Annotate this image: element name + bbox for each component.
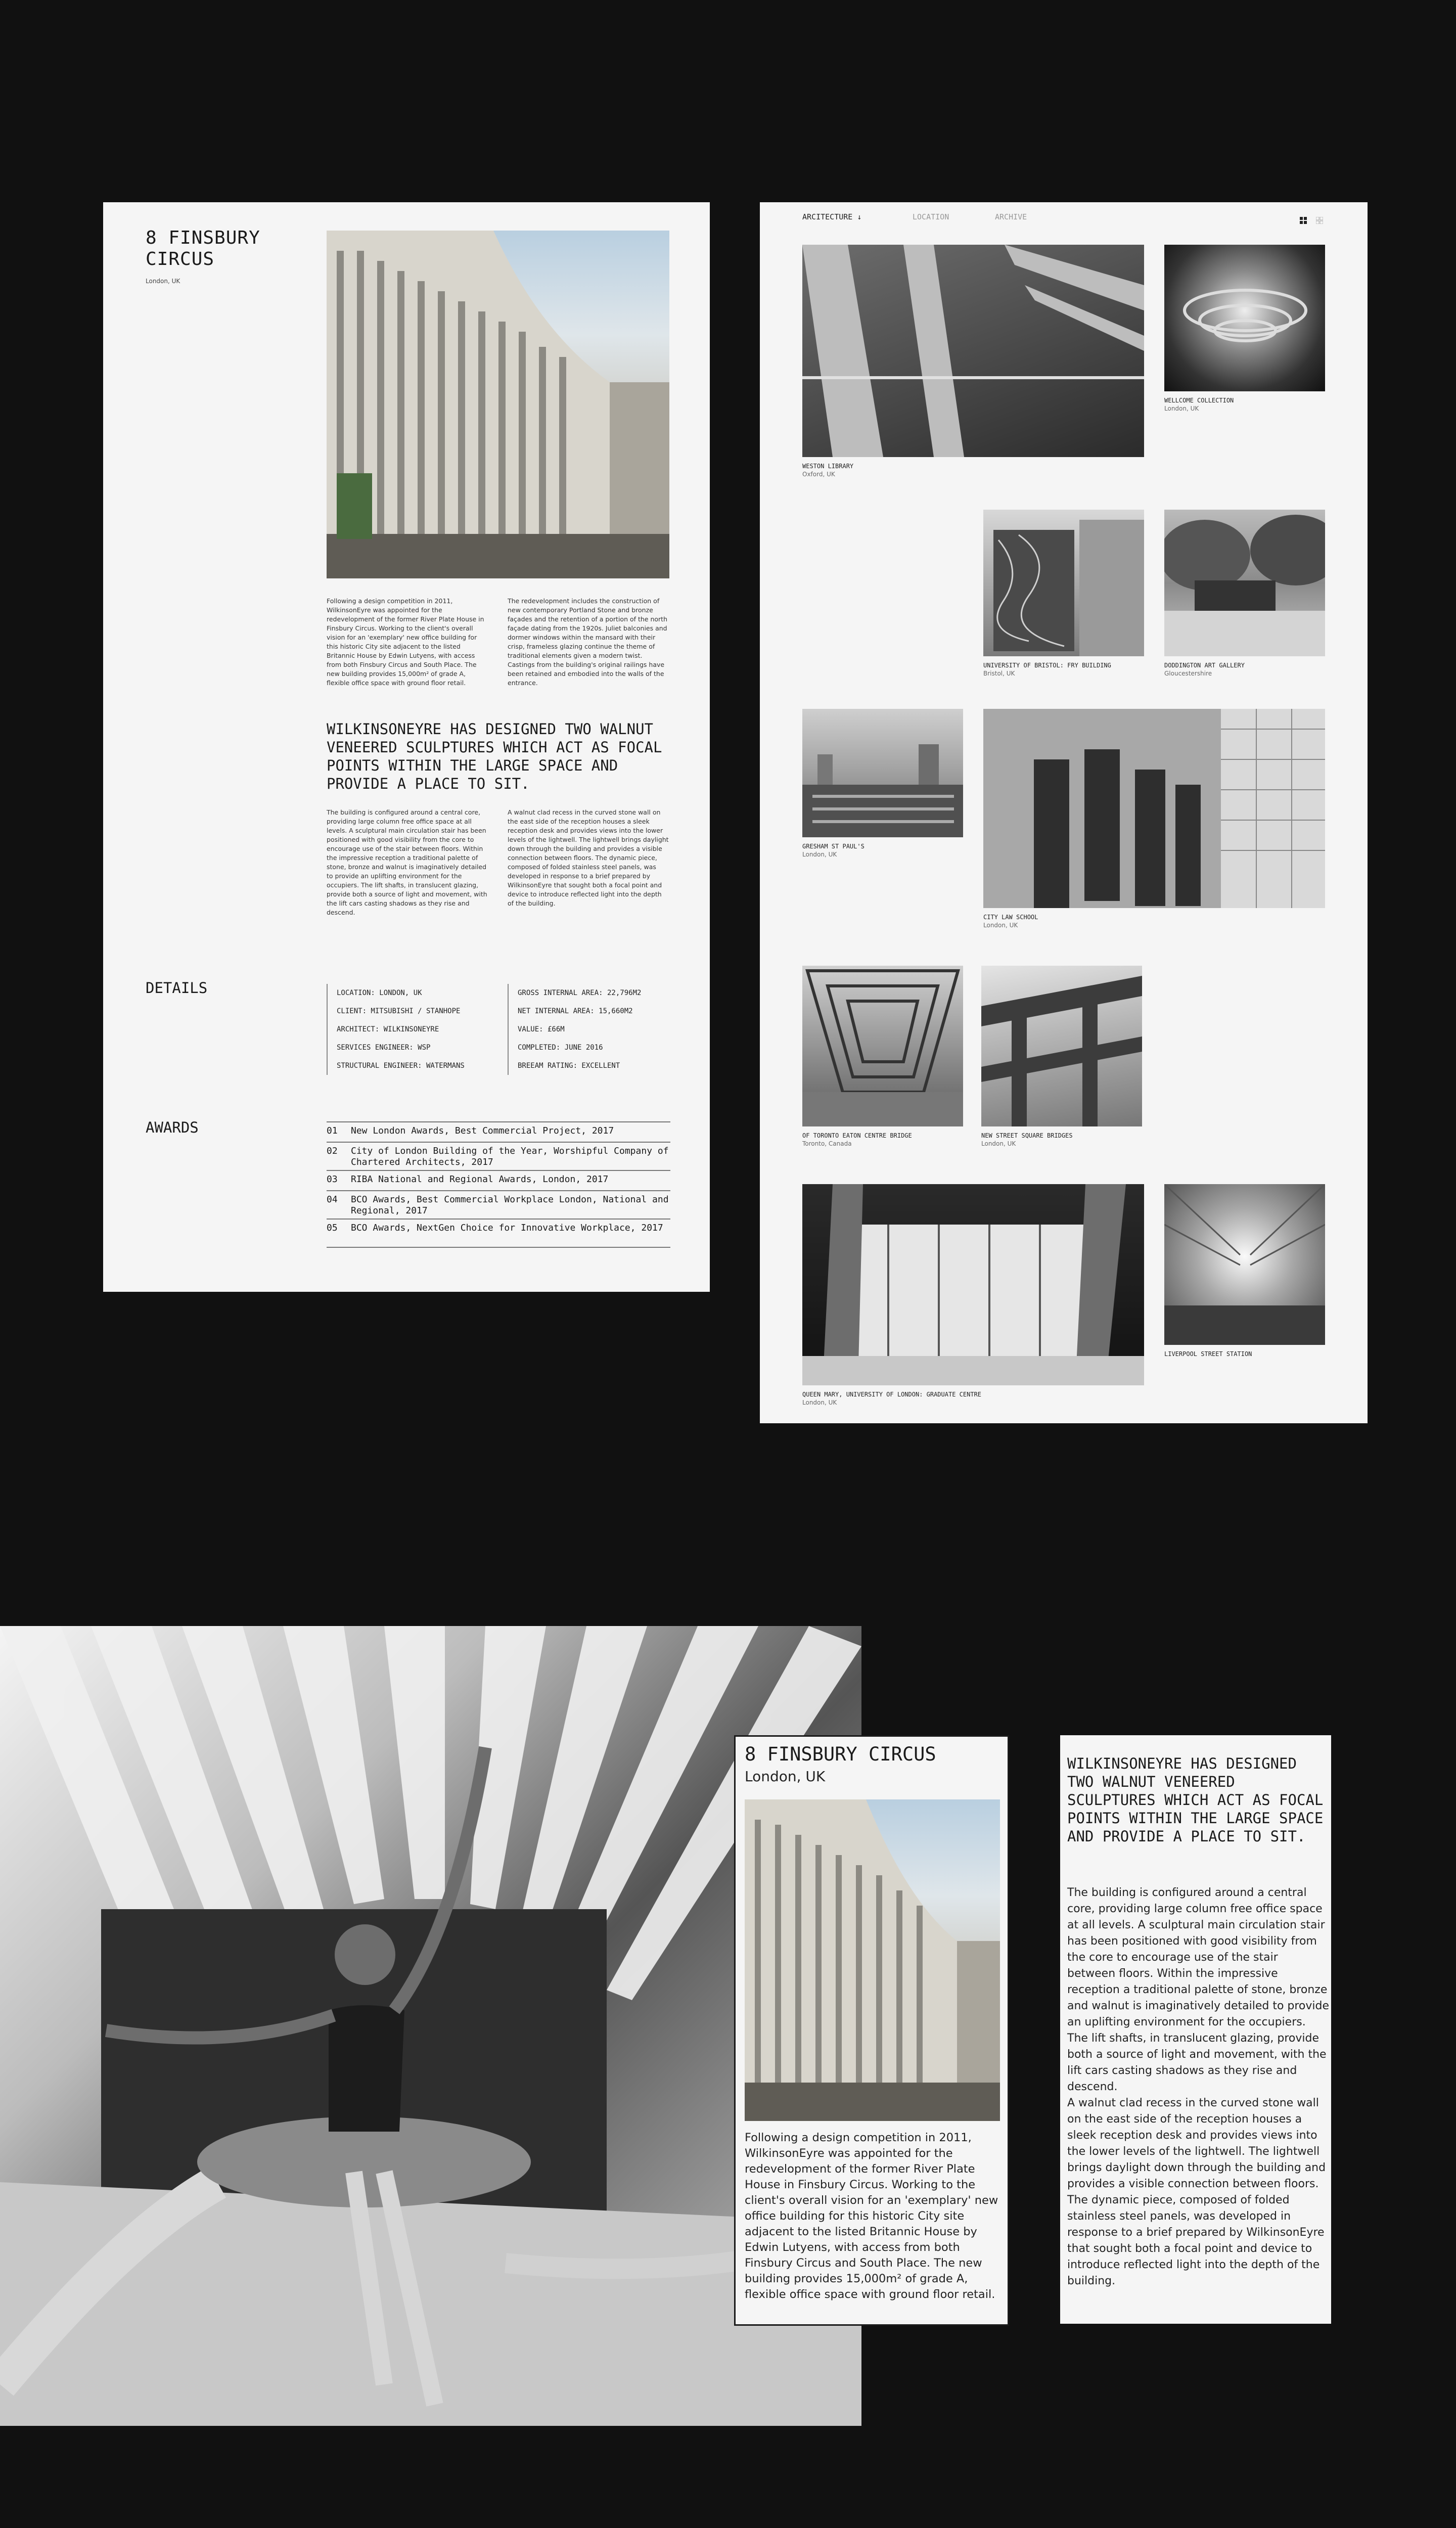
awards-list bbox=[327, 1121, 670, 1283]
award-text: BCO Awards, Best Commercial Workplace London, National and Regional, 2017 bbox=[351, 1194, 669, 1216]
project-thumb-toronto[interactable] bbox=[802, 966, 963, 1126]
mobile-title: 8 FINSBURY CIRCUS bbox=[745, 1743, 936, 1765]
project-location: Bristol, UK bbox=[983, 670, 1015, 677]
award-number: 05 bbox=[327, 1223, 338, 1233]
project-caption[interactable] bbox=[802, 462, 853, 478]
project-name: GRESHAM ST PAUL'S bbox=[802, 843, 864, 850]
project-thumb-fry[interactable] bbox=[983, 510, 1144, 656]
mobile-text-card bbox=[1060, 1735, 1331, 2324]
detail-item: GROSS INTERNAL AREA: 22,796M2 bbox=[518, 989, 642, 997]
project-name: WELLCOME COLLECTION bbox=[1164, 397, 1234, 404]
award-number: 03 bbox=[327, 1174, 338, 1185]
project-name: DODDINGTON ART GALLERY bbox=[1164, 662, 1245, 669]
project-name: NEW STREET SQUARE BRIDGES bbox=[981, 1132, 1073, 1139]
mobile-paragraph-1: The building is configured around a central core, providing large column free office space at all levels. A sculptural main circulation stair has been positioned with good visibility from the core to encourage use of the stair between floors. Within the impressive reception a traditional palette of stone, bronze and walnut is imaginatively detailed to provide an uplifting environment for the occupiers. The lift shafts, in translucent glazing, provide both a source of light and movement, with the lift cars casting shadows as they rise and descend. bbox=[1067, 1886, 1330, 2093]
mobile-paragraph-2: A walnut clad recess in the curved stone wall on the east side of the reception houses a sleek reception desk and provides views into the lower levels of the lightwell. The lightwell brings daylight down through the building and provides a visible connection between floors. The dynamic piece, composed of folded stainless steel panels, was developed in response to a brief prepared by WilkinsonEyre that sought both a focal point and device to introduce reflected light into the depth of the building. bbox=[1067, 2097, 1326, 2287]
tab-architecture[interactable] bbox=[802, 212, 861, 221]
award-row bbox=[327, 1190, 670, 1218]
award-text: City of London Building of the Year, Worshipful Company of Chartered Architects, 2017 bbox=[351, 1146, 669, 1167]
award-text: New London Awards, Best Commercial Project, 2017 bbox=[351, 1125, 614, 1136]
project-thumb-liverpool[interactable] bbox=[1164, 1184, 1325, 1345]
award-row bbox=[327, 1121, 670, 1142]
detail-item: ARCHITECT: WILKINSONEYRE bbox=[337, 1025, 439, 1033]
hero-photo-dancer bbox=[0, 1626, 861, 2426]
project-caption[interactable] bbox=[1164, 1350, 1252, 1358]
mobile-project-card bbox=[734, 1735, 1009, 2326]
project-location: London, UK bbox=[802, 1399, 837, 1406]
detail-item: NET INTERNAL AREA: 15,660M2 bbox=[518, 1007, 633, 1015]
details-list-2 bbox=[508, 984, 679, 1075]
mobile-location: London, UK bbox=[745, 1768, 826, 1785]
mobile-quote-heading: WILKINSONEYRE HAS DESIGNED TWO WALNUT VENEERED SCULPTURES WHICH ACT AS FOCAL POINTS WITHIN THE LARGE SPACE AND PROVIDE A PLACE TO SIT. bbox=[1067, 1755, 1324, 1845]
page-title: 8 FINSBURY CIRCUS bbox=[146, 228, 260, 269]
tab-archive[interactable]: ARCHIVE bbox=[995, 212, 1027, 221]
projects-gallery-page bbox=[760, 202, 1368, 1423]
details-heading: DETAILS bbox=[146, 979, 208, 997]
project-thumb-doddington[interactable] bbox=[1164, 510, 1325, 656]
list-view-icon[interactable] bbox=[1316, 216, 1323, 223]
project-name: WESTON LIBRARY bbox=[802, 463, 854, 470]
project-caption[interactable] bbox=[981, 1132, 1073, 1148]
tab-label: ARCITECTURE bbox=[802, 212, 853, 221]
body-text-col1: The building is configured around a central core, providing large column free office space at all levels. A sculptural main circulation stair has been positioned with good visibility from the core to encourage use of the stair between floors. Within the impressive reception a traditional palette of stone, bronze and walnut is imaginatively detailed to provide an uplifting environment for the occupiers. The lift shafts, in translucent glazing, provide both a source of light and movement, with the lift cars casting shadows as they rise and descend. bbox=[327, 808, 487, 916]
project-caption[interactable] bbox=[983, 913, 1038, 929]
project-name: LIVERPOOL STREET STATION bbox=[1164, 1350, 1252, 1358]
details-list-1 bbox=[327, 984, 498, 1075]
project-location: London, UK bbox=[802, 851, 837, 858]
intro-text-col1: Following a design competition in 2011, WilkinsonEyre was appointed for the redevelopment of the former River Plate House in Finsbury Circus. Working to the client's overall vision for an 'exemplary' new office building for this historic City site adjacent to the listed Britannic House by Edwin Lutyens, with access from both Finsbury Circus and South Place. The new building provides 15,000m² of grade A, flexible office space with ground floor retail. bbox=[327, 597, 484, 687]
award-text: RIBA National and Regional Awards, London, 2017 bbox=[351, 1174, 609, 1185]
quote-heading: WILKINSONEYRE HAS DESIGNED TWO WALNUT VENEERED SCULPTURES WHICH ACT AS FOCAL POINTS WITHIN THE LARGE SPACE AND PROVIDE A PLACE TO SIT. bbox=[327, 720, 662, 792]
project-caption[interactable] bbox=[802, 1132, 912, 1148]
project-thumb-newstreet[interactable] bbox=[981, 966, 1142, 1126]
project-name: OF TORONTO EATON CENTRE BRIDGE bbox=[802, 1132, 912, 1139]
project-caption[interactable] bbox=[802, 1390, 981, 1407]
arrow-down-icon: ↓ bbox=[857, 212, 862, 221]
award-row bbox=[327, 1170, 670, 1190]
grid-view-icon[interactable] bbox=[1300, 216, 1307, 223]
awards-heading: AWARDS bbox=[146, 1119, 199, 1136]
hero-photo bbox=[327, 231, 669, 578]
project-name: QUEEN MARY, UNIVERSITY OF LONDON: GRADUATE CENTRE bbox=[802, 1391, 982, 1398]
detail-item: SERVICES ENGINEER: WSP bbox=[337, 1044, 431, 1052]
project-thumb-weston[interactable] bbox=[802, 245, 1144, 457]
detail-item: LOCATION: LONDON, UK bbox=[337, 989, 422, 997]
body-text-col2: A walnut clad recess in the curved stone wall on the east side of the reception houses a sleek reception desk and provides views into the lower levels of the lightwell. The lightwell brings daylight down through the building and provides a visible connection between floors. The dynamic piece, composed of folded stainless steel panels, was developed in response to a brief prepared by WilkinsonEyre that sought both a focal point and device to introduce reflected light into the depth of the building. bbox=[508, 808, 669, 907]
award-number: 02 bbox=[327, 1146, 338, 1156]
award-row bbox=[327, 1218, 670, 1248]
award-text: BCO Awards, NextGen Choice for Innovative Workplace, 2017 bbox=[351, 1223, 663, 1233]
project-location: London, UK bbox=[981, 1140, 1016, 1147]
project-thumb-gresham[interactable] bbox=[802, 709, 963, 837]
project-location: London, UK bbox=[983, 922, 1018, 929]
award-number: 01 bbox=[327, 1125, 338, 1136]
project-name: CITY LAW SCHOOL bbox=[983, 914, 1038, 921]
project-thumb-queenmary[interactable] bbox=[802, 1184, 1144, 1385]
detail-item: BREEAM RATING: EXCELLENT bbox=[518, 1062, 620, 1070]
award-number: 04 bbox=[327, 1194, 338, 1205]
project-location: Oxford, UK bbox=[802, 471, 835, 478]
detail-item: VALUE: £66M bbox=[518, 1025, 565, 1033]
mobile-hero-photo bbox=[745, 1799, 1000, 2121]
project-caption[interactable] bbox=[983, 661, 1111, 678]
project-location: Toronto, Canada bbox=[802, 1140, 852, 1147]
project-caption[interactable] bbox=[1164, 396, 1234, 413]
project-thumb-citylaw[interactable] bbox=[983, 709, 1325, 908]
project-location: London, UK bbox=[146, 278, 180, 285]
project-caption[interactable] bbox=[802, 842, 864, 859]
project-detail-page bbox=[103, 202, 710, 1292]
detail-item: STRUCTURAL ENGINEER: WATERMANS bbox=[337, 1062, 465, 1070]
detail-item: COMPLETED: JUNE 2016 bbox=[518, 1044, 603, 1052]
project-location: Gloucestershire bbox=[1164, 670, 1212, 677]
detail-item: CLIENT: MITSUBISHI / STANHOPE bbox=[337, 1007, 461, 1015]
intro-text-col2: The redevelopment includes the construction of new contemporary Portland Stone and bronze façades and the retention of a portion of the north façade dating from the 1920s. Juliet balconies and dormer windows within the mansard with their crisp, frameless glazing continue the theme of traditional elements given a modern twist. Castings from the building's original railings have been retained and embodied into the walls of the entrance. bbox=[508, 597, 668, 687]
award-row bbox=[327, 1142, 670, 1170]
tab-location[interactable]: LOCATION bbox=[913, 212, 949, 221]
project-location: London, UK bbox=[1164, 405, 1199, 412]
project-name: UNIVERSITY OF BRISTOL: FRY BUILDING bbox=[983, 662, 1111, 669]
mobile-intro-text: Following a design competition in 2011, WilkinsonEyre was appointed for the redevelopment of the former River Plate House in Finsbury Circus. Working to the client's overall vision for an 'exemplary' new office building for this historic City site adjacent to the listed Britannic House by Edwin Lutyens, with access from both Finsbury Circus and South Place. The new building provides 15,000m² of grade A, flexible office space with ground floor retail. bbox=[745, 2131, 998, 2301]
project-caption[interactable] bbox=[1164, 661, 1245, 678]
project-thumb-wellcome[interactable] bbox=[1164, 245, 1325, 391]
